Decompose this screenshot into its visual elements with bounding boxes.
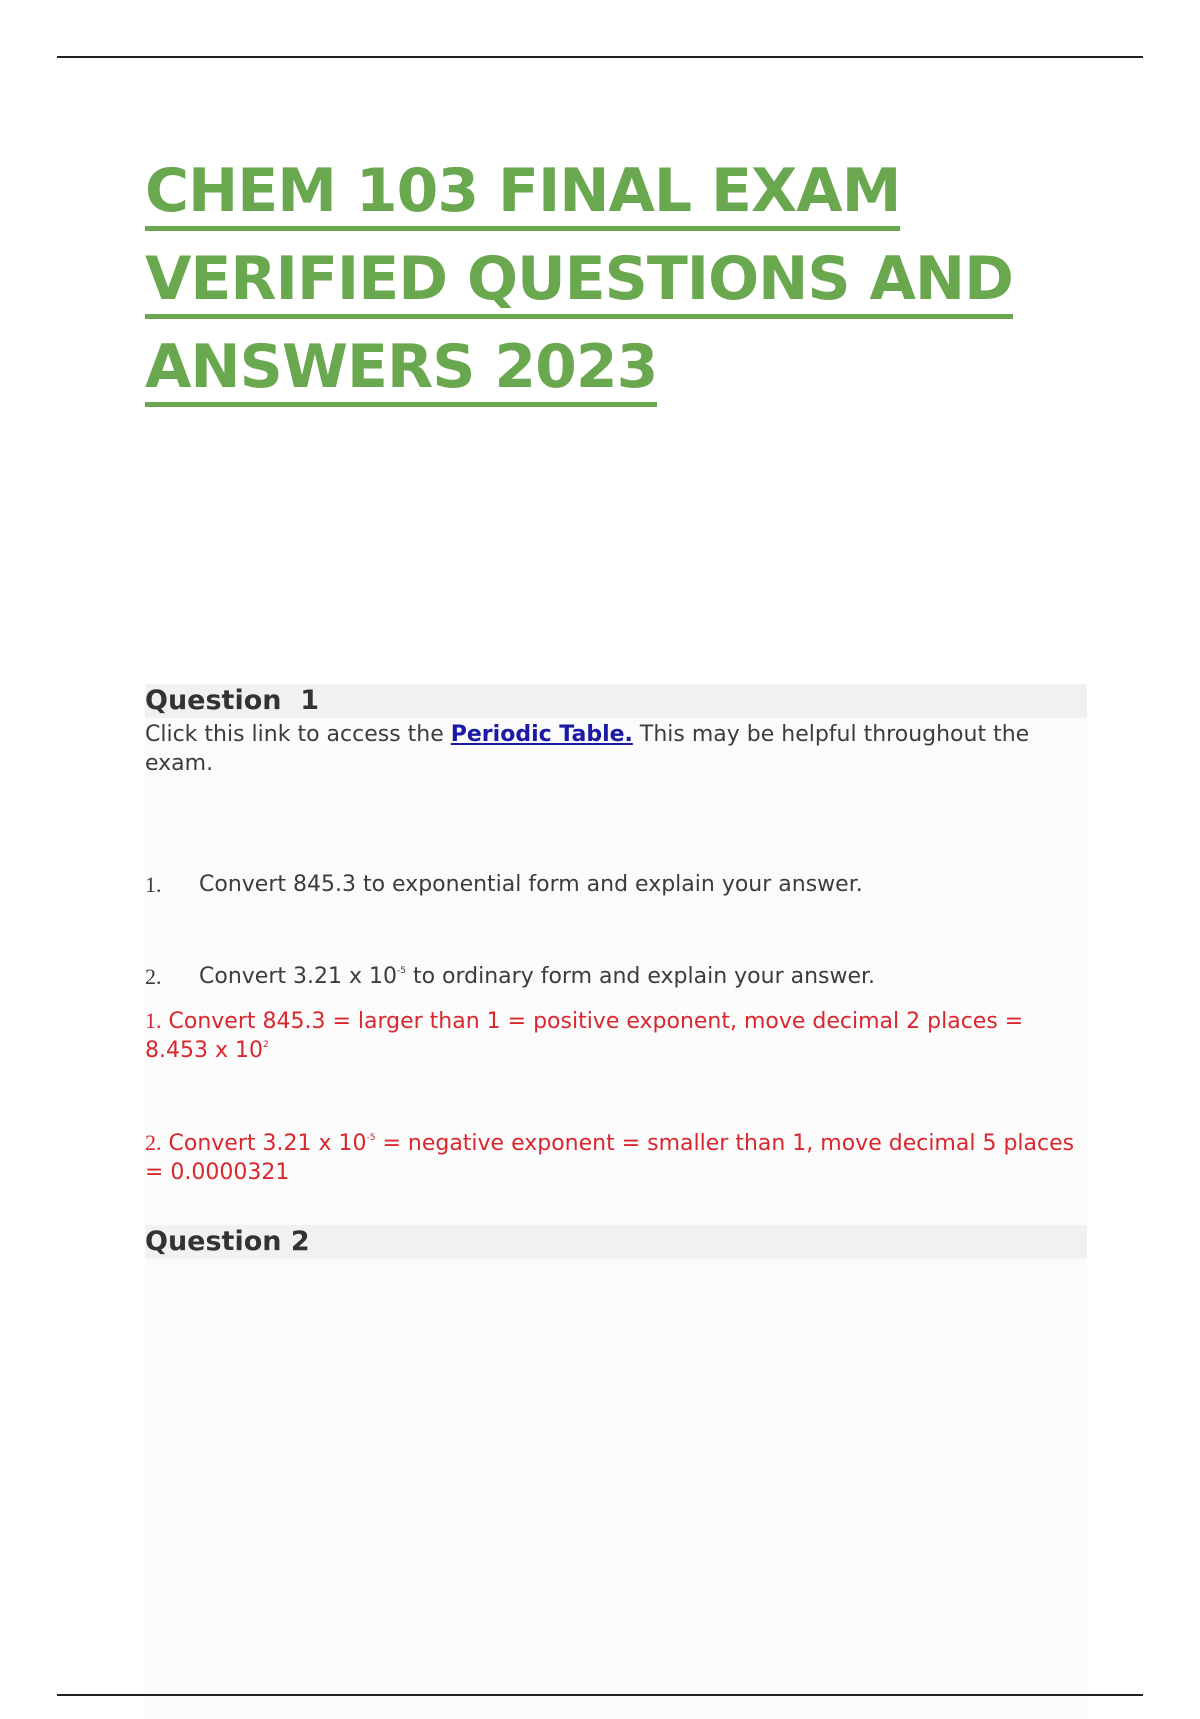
intro-text-before: Click this link to access the xyxy=(145,722,451,747)
question-1-header: Question 1 xyxy=(145,684,1087,718)
answer-text: Convert 3.21 x 10 xyxy=(161,1131,367,1156)
question-item-text xyxy=(199,962,875,992)
question-item-2 xyxy=(145,962,1087,992)
top-rule xyxy=(57,56,1143,58)
intro-text-after: This may be helpful throughout the exam. xyxy=(145,722,1030,776)
question-item-number: 1. xyxy=(145,872,162,897)
exponent-superscript: -5 xyxy=(366,1133,376,1143)
question-text-part: Convert 3.21 x 10 xyxy=(199,964,397,989)
exam-content xyxy=(145,684,1087,1719)
answer-text: Convert 845.3 = larger than 1 = positive exponent, move decimal 2 places = 8.453 x 10 xyxy=(145,1009,1024,1063)
question-item-1 xyxy=(145,870,1087,900)
title-line-3: ANSWERS 2023 xyxy=(145,332,657,407)
question-2-header: Question 2 xyxy=(145,1225,1087,1259)
answer-number: 1. xyxy=(145,1008,162,1033)
title-line-1: CHEM 103 FINAL EXAM xyxy=(145,156,900,231)
question-item-text: Convert 845.3 to exponential form and explain your answer. xyxy=(199,872,863,897)
title-line-2: VERIFIED QUESTIONS AND xyxy=(145,244,1013,319)
answer-text: = negative exponent = smaller than 1, move decimal 5 places = 0.0000321 xyxy=(145,1131,1075,1185)
exponent-superscript: 2 xyxy=(262,1040,269,1050)
periodic-table-link[interactable]: Periodic Table. xyxy=(450,722,633,747)
answer-number: 2. xyxy=(145,1130,162,1155)
question-text-part: to ordinary form and explain your answer. xyxy=(405,964,876,989)
document-title xyxy=(145,150,1013,414)
answer-2 xyxy=(145,1128,1087,1187)
bottom-rule xyxy=(57,1694,1143,1696)
answer-1 xyxy=(145,1006,1087,1065)
question-item-number: 2. xyxy=(145,964,162,989)
exponent-superscript: -5 xyxy=(396,966,406,976)
question-1-intro xyxy=(145,718,1087,778)
